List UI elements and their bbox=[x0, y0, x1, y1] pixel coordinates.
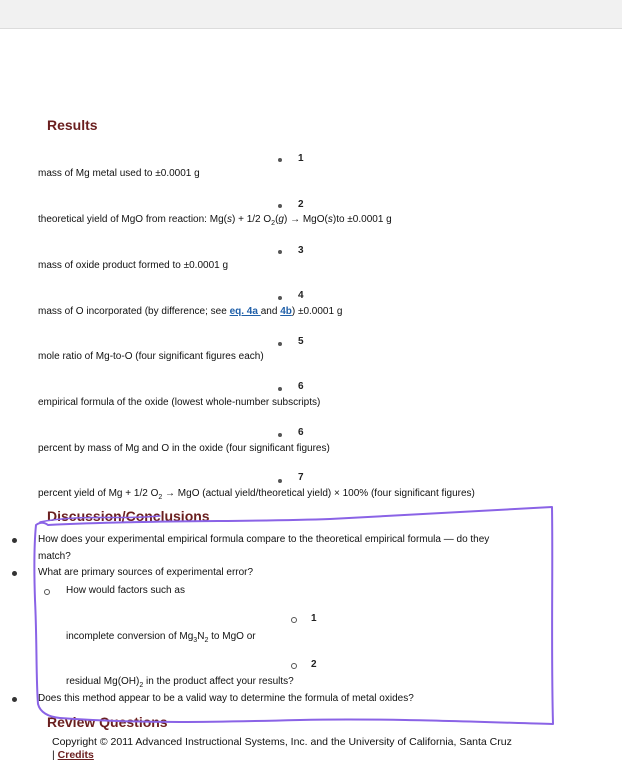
discussion-question-continued: match? bbox=[38, 551, 71, 562]
result-item-text: mole ratio of Mg-to-O (four significant figures each) bbox=[38, 351, 264, 362]
list-bullet-icon bbox=[278, 433, 282, 437]
copyright-text: Copyright © 2011 Advanced Instructional Systems, Inc. and the University of California, Santa Cruz bbox=[52, 736, 512, 748]
list-bullet-icon bbox=[278, 296, 282, 300]
result-item-text: mass of oxide product formed to ±0.0001 g bbox=[38, 260, 229, 271]
discussion-question: How does your experimental empirical formula compare to the theoretical empirical formula — do they bbox=[38, 534, 490, 545]
discussion-question: Does this method appear to be a valid way to determine the formula of metal oxides? bbox=[38, 693, 414, 704]
item-number: 6 bbox=[298, 427, 304, 438]
results-heading: Results bbox=[47, 117, 98, 133]
credits-link[interactable]: Credits bbox=[57, 749, 94, 761]
sub-item-text: residual $Mg(OH)_2$ in the product affect your results? bbox=[66, 676, 294, 689]
eq-4b-link[interactable]: 4b bbox=[280, 306, 292, 317]
result-item-text: mass of Mg metal used to ±0.0001 g bbox=[38, 168, 200, 179]
top-bar bbox=[0, 0, 622, 29]
sub-item-number: 1 bbox=[311, 613, 317, 624]
result-item-text: percent yield of Mg + 1/2 $O_2$ → MgO (actual yield/theoretical yield) × 100% (four significant figures) bbox=[38, 488, 475, 501]
result-item-text: mass of O incorporated (by difference; see eq. 4a and 4b) ±0.0001 g bbox=[38, 306, 343, 317]
list-bullet-icon bbox=[278, 250, 282, 254]
eq-4a-link[interactable]: eq. 4a bbox=[229, 306, 261, 317]
result-item-text: percent by mass of Mg and O in the oxide (four significant figures) bbox=[38, 443, 330, 454]
sub-bullet-icon bbox=[291, 617, 297, 623]
list-bullet-icon bbox=[278, 342, 282, 346]
result-item-text: theoretical yield of MgO from reaction: Mg(s) + 1/2 $O_2(g) \to MgO(s)to \pm 0.0001$ g bbox=[38, 214, 392, 227]
footer-credits: | Credits bbox=[52, 749, 94, 761]
sub-item-number: 2 bbox=[311, 659, 317, 670]
list-bullet-icon bbox=[278, 387, 282, 391]
item-number: 7 bbox=[298, 472, 304, 483]
item-number: 2 bbox=[298, 199, 304, 210]
discussion-subquestion: How would factors such as bbox=[66, 585, 185, 596]
review-heading: Review Questions bbox=[47, 714, 168, 730]
item-number: 5 bbox=[298, 336, 304, 347]
result-item-text: empirical formula of the oxide (lowest whole-number subscripts) bbox=[38, 397, 321, 408]
sub-bullet-icon bbox=[291, 663, 297, 669]
item-number: 3 bbox=[298, 245, 304, 256]
item-number: 6 bbox=[298, 381, 304, 392]
sub-item-text: incomplete conversion of $Mg_3N_2$ to MgO or bbox=[66, 631, 256, 644]
list-bullet-icon bbox=[278, 479, 282, 483]
discussion-question: What are primary sources of experimental error? bbox=[38, 567, 254, 578]
item-number: 4 bbox=[298, 290, 304, 301]
item-number: 1 bbox=[298, 153, 304, 164]
list-bullet-icon bbox=[278, 204, 282, 208]
sub-bullet-icon bbox=[44, 589, 50, 595]
list-bullet-icon bbox=[278, 158, 282, 162]
list-bullet-icon bbox=[12, 697, 17, 702]
discussion-heading: Discussion/Conclusions bbox=[47, 508, 210, 524]
list-bullet-icon bbox=[12, 571, 17, 576]
list-bullet-icon bbox=[12, 538, 17, 543]
